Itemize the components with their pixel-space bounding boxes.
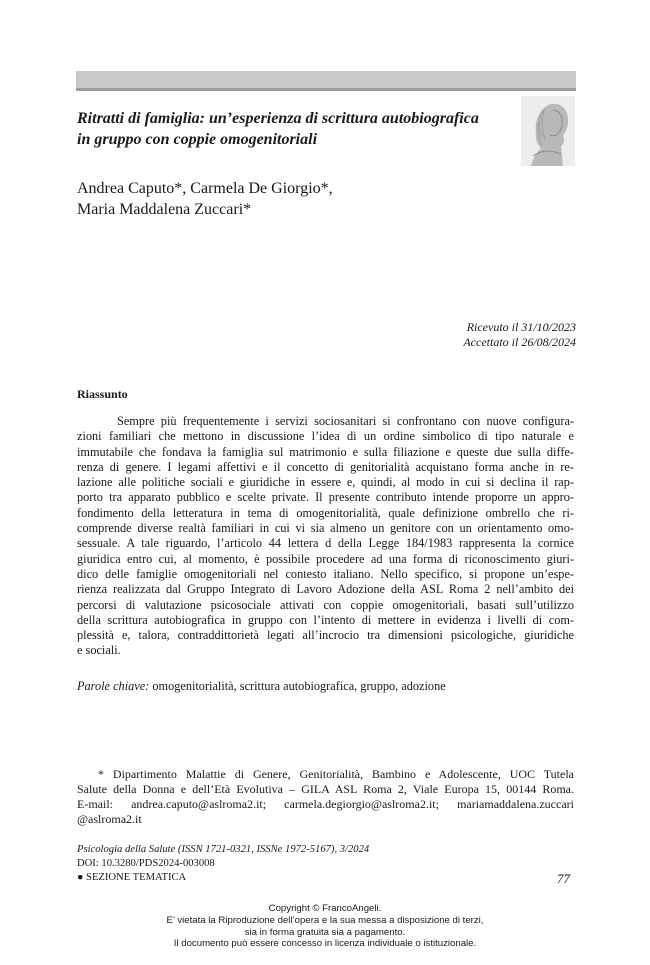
authors-line-2: Maria Maddalena Zuccari* — [77, 201, 252, 218]
journal-info — [77, 843, 574, 885]
authors-line-1: Andrea Caputo*, Carmela De Giorgio*, — [77, 180, 333, 197]
abstract-line: zioni familiari che mettono in discussione l’idea di un ordine simbolico di tipo naturale e — [77, 429, 574, 444]
abstract-line: giuridica entro cui, al momento, è possibile procedere ad una forma di riconoscimento giuri- — [77, 551, 574, 566]
abstract-line: percorsi di valutazione psicosociale attivati con coppie omogenitoriali, basati sull’utilizzo — [77, 597, 574, 612]
abstract-line: renza di genere. I legami affettivi e il concetto di genitorialità acquistano forma anche in re- — [77, 459, 574, 474]
keywords-label: Parole chiave: — [77, 679, 150, 693]
article-title — [77, 108, 507, 150]
abstract-line: dico delle famiglie omogenitoriali nel contesto italiano. Nello specifico, si propone un’espe- — [77, 566, 574, 581]
affiliation-footnote — [77, 767, 574, 827]
copyright-line: E’ vietata la Riproduzione dell’opera e la sua messa a disposizione di terzi, — [166, 914, 484, 926]
abstract-line: porto tra apparato pubblico e scelte private. Il presente contributo intende proporre un appro- — [77, 490, 574, 505]
abstract-line: immutabile che fondava la famiglia sul matrimonio e sulla filiazione e queste due sulla diffe- — [77, 444, 574, 459]
footnote-line: Salute della Donna e dell’Età Evolutiva – GILA ASL Roma 2, Viale Europa 15, 00144 Roma. — [77, 782, 574, 796]
keywords-text: omogenitorialità, scrittura autobiografica, gruppo, adozione — [149, 679, 446, 693]
abstract-line: sessuale. A tale riguardo, l’articolo 44 lettera d della Legge 184/1983 rappresenta la cornice — [77, 536, 574, 551]
copyright-line: Il documento può essere concesso in licenza individuale o istituzionale. — [173, 938, 477, 950]
abstract-line: e sociali. — [77, 643, 121, 658]
abstract-line: comprende diverse realtà familiari in cui vi sia almeno un genitore con un orientamento omo- — [77, 521, 574, 536]
accepted-date: Accettato il 26/08/2024 — [463, 335, 576, 349]
abstract-line: fondimento della letteratura in tema di omogenitorialità, quale definizione ombrello che ri- — [77, 505, 574, 520]
abstract-line: rienza realizzata dal Gruppo Integrato di Lavoro Adozione della ASL Roma 2 nell’ambito dei — [77, 582, 574, 597]
abstract-line: lazione alle politiche sociali e giuridiche in essere e, quindi, al modo in cui si declina il rap- — [77, 475, 574, 490]
abstract-line: della scrittura autobiografica in gruppo con l’intento di mettere in evidenza i livelli di com- — [77, 612, 574, 627]
title-line-2: in gruppo con coppie omogenitoriali — [77, 131, 318, 148]
copyright-line: sia in forma gratuita sia a pagamento. — [244, 926, 406, 938]
title-line-1: Ritratti di famiglia: un’esperienza di scrittura autobiografica — [77, 110, 479, 127]
header-bar — [76, 71, 576, 91]
copyright-line: Copyright © FrancoAngeli. — [268, 903, 382, 914]
copyright-notice — [0, 903, 650, 950]
authors — [77, 178, 507, 220]
journal-section: ● SEZIONE TEMATICA — [77, 872, 187, 883]
abstract-heading: Riassunto — [77, 387, 128, 401]
journal-citation: Psicologia della Salute (ISSN 1721-0321, ISSNe 1972-5167), 3/2024 — [77, 844, 370, 855]
abstract-body — [77, 414, 574, 659]
keywords — [77, 679, 574, 694]
received-date: Ricevuto il 31/10/2023 — [466, 320, 576, 334]
footnote-line: @aslroma2.it — [77, 812, 142, 826]
page-number: 77 — [557, 871, 570, 886]
journal-doi: DOI: 10.3280/PDS2024-003008 — [77, 858, 215, 869]
abstract-line: plessità e, talora, contraddittorietà legati all’incrocio tra dimensioni psicologiche, giuridiche — [77, 628, 574, 643]
footnote-line: * Dipartimento Malattie di Genere, Genitorialità, Bambino e Adolescente, UOC Tutela — [98, 767, 574, 781]
portrait-engraving-icon — [521, 96, 575, 166]
abstract-line: Sempre più frequentemente i servizi sociosanitari si confrontano con nuove configura- — [117, 414, 574, 428]
footnote-line: E-mail: andrea.caputo@aslroma2.it; carmela.degiorgio@aslroma2.it; mariamaddalena.zuccari — [77, 797, 574, 811]
submission-dates — [276, 320, 576, 350]
